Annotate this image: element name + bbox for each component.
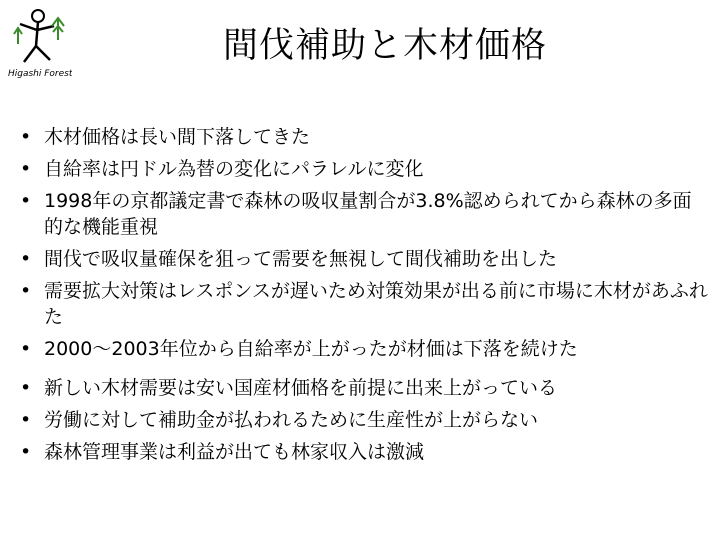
bullet-dot-icon: • xyxy=(20,190,32,212)
bullet-text: 2000～2003年位から自給率が上がったが材価は下落を続けた xyxy=(44,338,578,360)
bullet-item xyxy=(18,124,708,150)
bullet-dot-icon: • xyxy=(20,248,32,270)
bullet-text: 間伐で吸収量確保を狙って需要を無視して間伐補助を出した xyxy=(44,248,558,270)
bullet-text: 需要拡大対策はレスポンスが遅いため対策効果が出る前に市場に木材があふれた xyxy=(44,280,708,328)
logo xyxy=(6,4,72,82)
bullet-dot-icon: • xyxy=(20,338,32,360)
stick-figure-logo-icon xyxy=(6,4,72,82)
bullet-text: 木材価格は長い間下落してきた xyxy=(44,126,311,148)
svg-text:Higashi Forests: Higashi Forests xyxy=(8,69,72,79)
bullet-item xyxy=(18,278,708,330)
bullet-item xyxy=(18,375,708,401)
bullet-dot-icon: • xyxy=(20,377,32,399)
bullet-item xyxy=(18,336,708,362)
bullet-item xyxy=(18,246,708,272)
bullet-item xyxy=(18,407,708,433)
bullet-item xyxy=(18,156,708,182)
bullet-item xyxy=(18,439,708,465)
bullet-list xyxy=(18,124,708,471)
bullet-text: 森林管理事業は利益が出ても林家収入は激減 xyxy=(44,441,425,463)
bullet-item xyxy=(18,188,708,240)
bullet-text: 労働に対して補助金が払われるために生産性が上がらない xyxy=(44,409,539,431)
bullet-text: 新しい木材需要は安い国産材価格を前提に出来上がっている xyxy=(44,377,558,399)
bullet-dot-icon: • xyxy=(20,441,32,463)
bullet-dot-icon: • xyxy=(20,158,32,180)
bullet-dot-icon: • xyxy=(20,126,32,148)
bullet-text: 1998年の京都議定書で森林の吸収量割合が3.8%認められてから森林の多面的な機能重視 xyxy=(44,190,692,238)
bullet-dot-icon: • xyxy=(20,280,32,302)
bullet-dot-icon: • xyxy=(20,409,32,431)
slide-title: 間伐補助と木材価格 xyxy=(222,26,547,66)
bullet-text: 自給率は円ドル為替の変化にパラレルに変化 xyxy=(44,158,424,180)
